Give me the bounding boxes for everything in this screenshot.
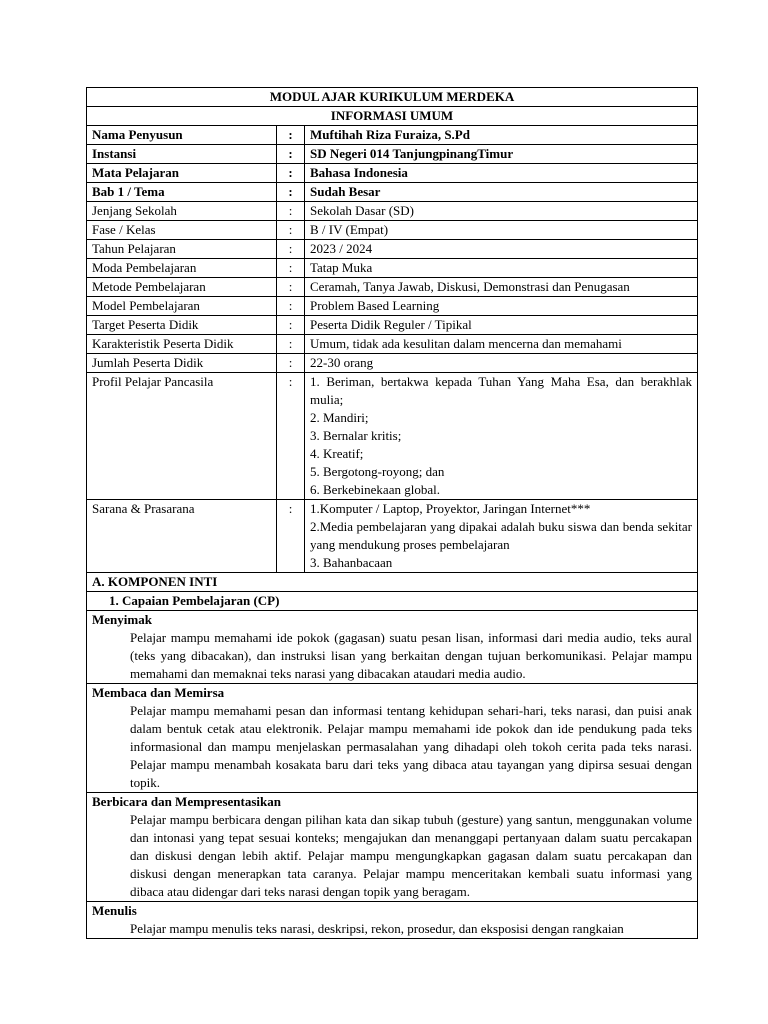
cp-section-heading: Menulis — [92, 903, 137, 918]
sarana-list — [305, 500, 698, 573]
info-row — [87, 240, 698, 259]
info-label: Moda Pembelajaran — [87, 259, 277, 278]
colon-separator: : — [277, 202, 305, 221]
profil-item: 5. Bergotong-royong; dan — [310, 464, 445, 479]
info-label: Jenjang Sekolah — [87, 202, 277, 221]
cp-section-text: Pelajar mampu memahami pesan dan informasi tentang kehidupan sehari-hari, teks narasi, dan puisi anak dalam bentuk cetak atau elektronik. Pelajar mampu memahami ide pokok dan ide pendukung pada teks informasional dan mampu menjelaskan permasalahan yang dihadapi oleh tokoh cerita pada teks narasi. Pelajar mampu menambah kosakata baru dari teks yang dibaca atau tayangan yang dipirsa sesuai dengan topik. — [130, 703, 693, 790]
info-value: Tatap Muka — [305, 259, 698, 278]
info-label: Metode Pembelajaran — [87, 278, 277, 297]
colon-separator: : — [277, 335, 305, 354]
title-row — [87, 88, 698, 107]
colon-separator: : — [277, 126, 305, 145]
colon-separator: : — [277, 354, 305, 373]
cp-section-text: Pelajar mampu berbicara dengan pilihan kata dan sikap tubuh (gesture) yang santun, menggunakan volume dan intonasi yang tepat sesuai konteks; mengajukan dan menanggapi pertanyaan dalam suatu percakapan dan diskusi dengan lebih aktif. Pelajar mampu mengungkapkan gagasan dalam suatu percakapan dan diskusi dengan menerapkan tata caranya. Pelajar mampu menceritakan kembali suatu informasi yang dibaca atau didengar dari teks narasi dengan topik yang beragam. — [130, 812, 693, 899]
cp-section — [87, 611, 698, 684]
cp-section-heading: Menyimak — [92, 612, 152, 627]
profil-item: 4. Kreatif; — [310, 446, 364, 461]
info-row — [87, 202, 698, 221]
section-title-informasi-umum: INFORMASI UMUM — [87, 107, 698, 126]
komponen-row — [87, 573, 698, 592]
sarana-label: Sarana & Prasarana — [87, 500, 277, 573]
cp-section-text: Pelajar mampu memahami ide pokok (gagasan) suatu pesan lisan, informasi dari media audio, teks aural (teks yang dibacakan), dan instruksi lisan yang berkaitan dengan tujuan berkomunikasi. Pelajar mampu memahami dan memaknai teks narasi yang dibacakan ataudari media audio. — [130, 630, 693, 681]
profil-item: 6. Berkebinekaan global. — [310, 482, 440, 497]
info-label: Bab 1 / Tema — [87, 183, 277, 202]
info-value: Bahasa Indonesia — [305, 164, 698, 183]
info-label: Karakteristik Peserta Didik — [87, 335, 277, 354]
info-row — [87, 335, 698, 354]
colon-separator: : — [277, 221, 305, 240]
cp-section-text: Pelajar mampu menulis teks narasi, deskripsi, rekon, prosedur, dan eksposisi dengan rangkaian — [130, 921, 624, 936]
document-title: MODUL AJAR KURIKULUM MERDEKA — [87, 88, 698, 107]
sarana-row — [87, 500, 698, 573]
colon-separator: : — [277, 259, 305, 278]
profil-label: Profil Pelajar Pancasila — [87, 373, 277, 500]
cp-row — [87, 592, 698, 611]
info-row — [87, 145, 698, 164]
info-row — [87, 126, 698, 145]
colon-separator: : — [277, 183, 305, 202]
info-value: Ceramah, Tanya Jawab, Diskusi, Demonstrasi dan Penugasan — [305, 278, 698, 297]
komponen-inti-title: A. KOMPONEN INTI — [87, 573, 698, 592]
info-value: Problem Based Learning — [305, 297, 698, 316]
profil-row — [87, 373, 698, 500]
colon-separator: : — [277, 500, 305, 573]
info-row — [87, 164, 698, 183]
cp-section — [87, 793, 698, 902]
profil-list — [305, 373, 698, 500]
cp-section — [87, 902, 698, 939]
profil-item: 1. Beriman, bertakwa kepada Tuhan Yang Maha Esa, dan berakhlak mulia; — [310, 374, 693, 407]
info-value: Sekolah Dasar (SD) — [305, 202, 698, 221]
cp-section-cell — [87, 902, 698, 939]
info-row — [87, 316, 698, 335]
cp-section-cell — [87, 684, 698, 793]
cp-section-heading: Berbicara dan Mempresentasikan — [92, 794, 281, 809]
info-label: Instansi — [87, 145, 277, 164]
info-label: Mata Pelajaran — [87, 164, 277, 183]
colon-separator: : — [277, 145, 305, 164]
colon-separator: : — [277, 373, 305, 500]
info-value: Muftihah Riza Furaiza, S.Pd — [305, 126, 698, 145]
info-value: B / IV (Empat) — [305, 221, 698, 240]
colon-separator: : — [277, 316, 305, 335]
info-row — [87, 297, 698, 316]
colon-separator: : — [277, 240, 305, 259]
sarana-item: 3. Bahanbacaan — [310, 555, 393, 570]
info-label: Tahun Pelajaran — [87, 240, 277, 259]
info-label: Jumlah Peserta Didik — [87, 354, 277, 373]
info-row — [87, 221, 698, 240]
info-value: Sudah Besar — [305, 183, 698, 202]
sarana-item: 2.Media pembelajaran yang dipakai adalah buku siswa dan benda sekitar yang mendukung proses pembelajaran — [310, 519, 693, 552]
colon-separator: : — [277, 278, 305, 297]
info-row — [87, 278, 698, 297]
cp-section-cell — [87, 611, 698, 684]
info-row — [87, 183, 698, 202]
info-row — [87, 354, 698, 373]
info-label: Target Peserta Didik — [87, 316, 277, 335]
cp-section-heading: Membaca dan Memirsa — [92, 685, 225, 700]
cp-section — [87, 684, 698, 793]
info-value: SD Negeri 014 TanjungpinangTimur — [305, 145, 698, 164]
info-label: Fase / Kelas — [87, 221, 277, 240]
profil-item: 3. Bernalar kritis; — [310, 428, 402, 443]
sarana-item: 1.Komputer / Laptop, Proyektor, Jaringan Internet*** — [310, 501, 591, 516]
capaian-pembelajaran-title: 1. Capaian Pembelajaran (CP) — [87, 592, 698, 611]
info-value: Umum, tidak ada kesulitan dalam mencerna dan memahami — [305, 335, 698, 354]
info-row — [87, 259, 698, 278]
colon-separator: : — [277, 297, 305, 316]
info-value: Peserta Didik Reguler / Tipikal — [305, 316, 698, 335]
info-value: 2023 / 2024 — [305, 240, 698, 259]
module-table — [86, 87, 698, 939]
info-label: Model Pembelajaran — [87, 297, 277, 316]
cp-section-cell — [87, 793, 698, 902]
subtitle-row — [87, 107, 698, 126]
profil-item: 2. Mandiri; — [310, 410, 369, 425]
colon-separator: : — [277, 164, 305, 183]
info-label: Nama Penyusun — [87, 126, 277, 145]
info-value: 22-30 orang — [305, 354, 698, 373]
